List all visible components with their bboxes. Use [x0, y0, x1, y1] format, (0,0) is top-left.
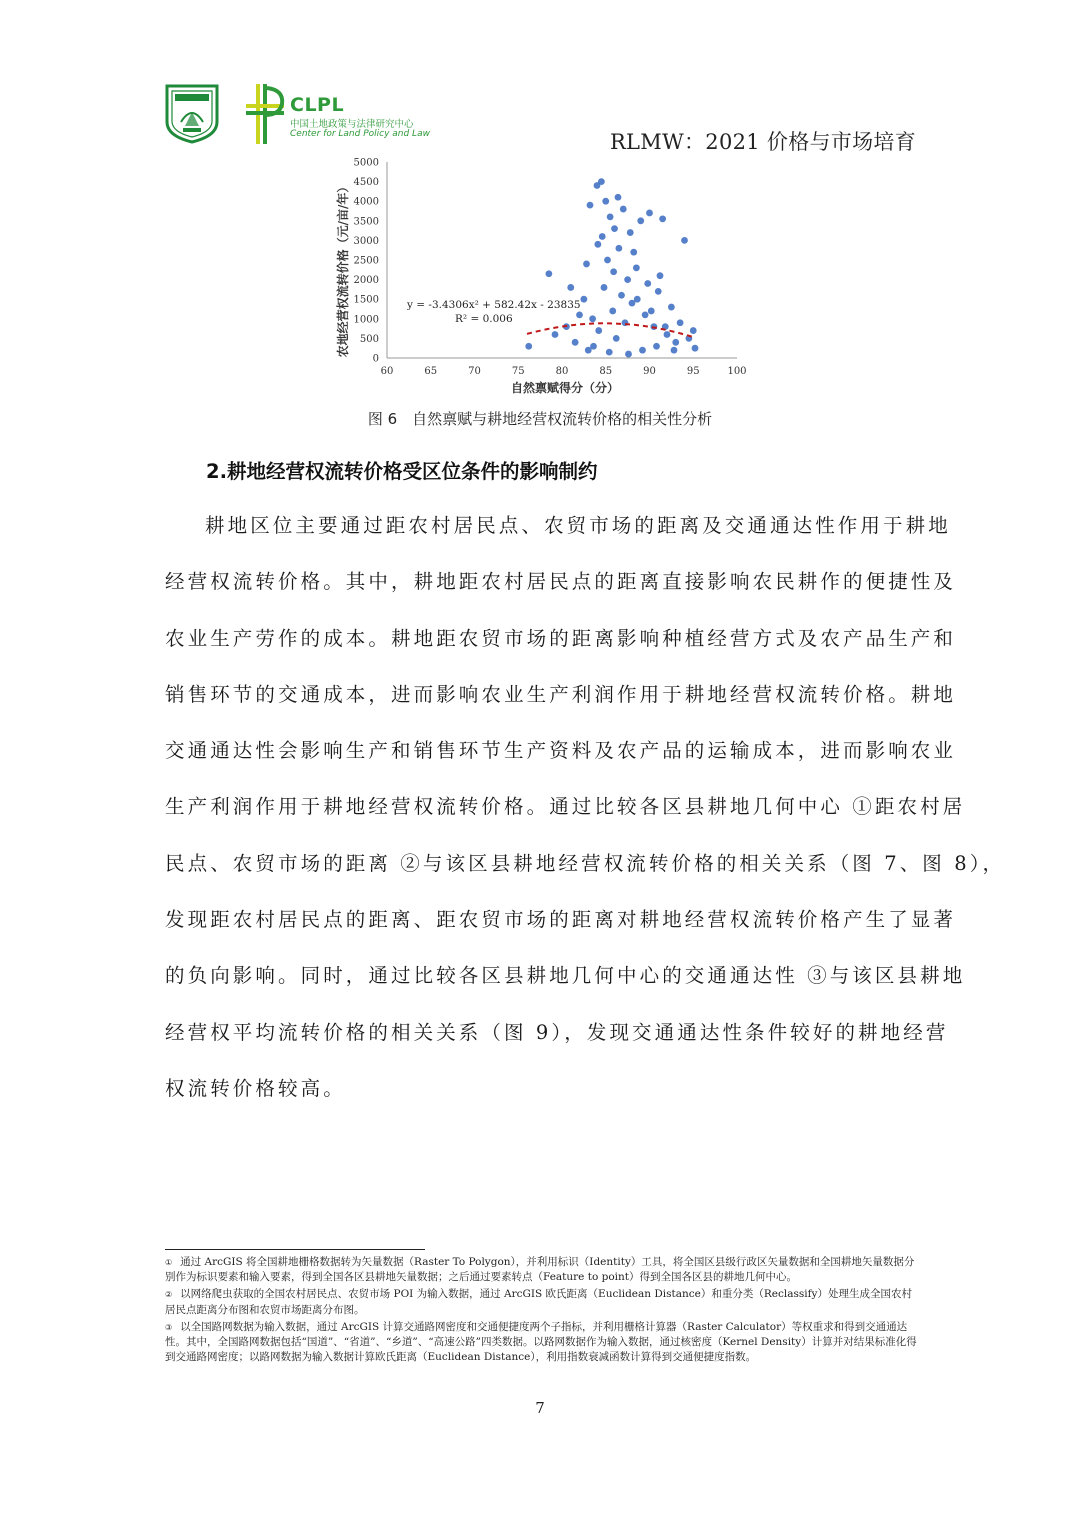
scatter-point — [611, 225, 618, 232]
scatter-point — [618, 292, 625, 299]
scatter-point — [646, 210, 653, 217]
scatter-point — [604, 257, 611, 264]
x-tick-label: 100 — [727, 366, 747, 377]
x-tick-label: 95 — [686, 366, 700, 377]
scatter-point — [589, 315, 596, 322]
footnotes — [165, 1255, 917, 1367]
scatter-point — [610, 268, 617, 275]
scatter-point — [567, 284, 574, 291]
scatter-point — [671, 347, 678, 354]
scatter-point — [572, 339, 579, 346]
y-tick-label: 3500 — [353, 216, 379, 228]
y-axis-ticks — [354, 158, 379, 365]
scatter-point — [624, 276, 631, 283]
y-tick-label: 5000 — [353, 157, 379, 169]
scatter-point — [595, 327, 602, 334]
scatter-point — [615, 245, 622, 252]
clpl-title: CLPL — [290, 94, 345, 116]
footnote-text: 通过 ArcGIS 将全国耕地栅格数据转为矢量数据（Raster To Polygon），并利用标识（Identity）工具，将全国区县级行政区矢量数据和全国耕地矢量数据分别作为标识要素和输入要素，得到全国各区县耕地矢量数据；之后通过要素转点（Feature to point）得到全国各区县的耕地几何中心。 — [165, 1256, 915, 1284]
y-tick-label: 0 — [372, 353, 379, 365]
scatter-point — [594, 241, 601, 248]
scatter-point — [598, 178, 605, 185]
body-paragraph — [165, 498, 1006, 1117]
x-tick-label: 90 — [643, 366, 656, 377]
y-axis-label: 农地经营权流转价格（元/亩/年） — [336, 180, 350, 358]
scatter-point — [583, 261, 590, 268]
footnote-mark: ③ — [165, 1322, 173, 1332]
body-line: 耕地区位主要通过距农村居民点、农贸市场的距离及交通通达性作用于耕地 — [205, 514, 951, 537]
clpl-chinese-name: 中国土地政策与法律研究中心 — [290, 119, 414, 130]
university-seal-logo — [163, 82, 221, 144]
body-line: 农业生产劳作的成本。耕地距农贸市场的距离影响种植经营方式及农产品生产和 — [165, 626, 957, 650]
scatter-point — [587, 202, 594, 209]
scatter-point — [602, 198, 609, 205]
section-heading: 2.耕地经营权流转价格受区位条件的影响制约 — [206, 460, 598, 483]
scatter-point — [644, 280, 651, 287]
x-axis-ticks — [381, 366, 747, 377]
scatter-point — [630, 249, 637, 256]
scatter-point — [639, 347, 646, 354]
x-axis-label: 自然禀赋得分（分） — [510, 381, 620, 395]
scatter-point — [634, 296, 641, 303]
x-tick-label: 65 — [424, 366, 438, 377]
scatter-point — [606, 349, 613, 356]
body-line: 发现距农村居民点的距离、距农贸市场的距离对耕地经营权流转价格产生了显著 — [165, 908, 957, 932]
footnote-2 — [165, 1287, 917, 1317]
scatter-point — [625, 351, 632, 358]
body-line: 生产利润作用于耕地经营权流转价格。通过比较各区县耕地几何中心 ①距农村居 — [165, 795, 966, 819]
body-line: 交通通达性会影响生产和销售环节生产资料及农产品的运输成本，进而影响农业 — [165, 739, 957, 763]
x-tick-label: 60 — [380, 366, 394, 377]
y-tick-label: 500 — [359, 333, 379, 345]
scatter-point — [525, 343, 532, 350]
scatter-point — [677, 319, 684, 326]
scatter-point — [580, 296, 587, 303]
scatter-point — [627, 229, 634, 236]
scatter-point — [692, 345, 699, 352]
x-tick-label: 75 — [511, 366, 525, 377]
scatter-point — [552, 331, 559, 338]
footnote-text: 以全国路网数据为输入数据，通过 ArcGIS 计算交通路网密度和交通便捷度两个子指标，并利用栅格计算器（Raster Calculator）等权重求和得到交通通达性。其中，全国路网数据包括“国道”、“省道”、“乡道”、“高速公路”四类数据。以路网数据作为输入数据，通过核密度（Kernel Density）计算并对结果标准化得到交通路网密度；以路网数据为输入数据计算欧氏距离（Euclidean Distance），利用指数衰减函数计算得到交通便捷度指数。 — [165, 1320, 917, 1364]
scatter-point — [615, 194, 622, 201]
x-tick-label: 70 — [468, 366, 481, 377]
y-tick-label: 1500 — [353, 294, 379, 306]
trend-equation: y = -3.4306x² + 582.42x - 23835 — [407, 299, 581, 311]
scatter-point — [590, 343, 597, 350]
scatter-point — [672, 339, 679, 346]
scatter-point — [648, 308, 655, 315]
figure-caption: 图 6 自然禀赋与耕地经营权流转价格的相关性分析 — [367, 410, 713, 428]
footnote-1 — [165, 1255, 917, 1285]
scatter-point — [664, 331, 671, 338]
y-tick-label: 3000 — [353, 235, 379, 247]
body-line: 经营权流转价格。其中，耕地距农村居民点的距离直接影响农民耕作的便捷性及 — [165, 570, 957, 594]
footnote-text: 以网络爬虫获取的全国农村居民点、农贸市场 POI 为输入数据，通过 ArcGIS 欧氏距离（Euclidean Distance）和重分类（Reclassify）处理生成全国农村居民点距离分布图和农贸市场距离分布图。 — [165, 1288, 912, 1316]
clpl-english-name: Center for Land Policy and Law — [290, 129, 430, 139]
clpl-mark-icon — [246, 84, 286, 144]
body-line: 的负向影响。同时，通过比较各区县耕地几何中心的交通通达性 ③与该区县耕地 — [165, 964, 966, 988]
scatter-point — [690, 327, 697, 334]
scatter-point — [599, 233, 606, 240]
clpl-logo — [246, 84, 430, 144]
y-tick-label: 4000 — [353, 196, 379, 208]
body-line: 经营权平均流转价格的相关关系（图 9），发现交通通达性条件较好的耕地经营 — [165, 1020, 949, 1044]
body-line: 权流转价格较高。 — [165, 1076, 346, 1100]
scatter-point — [620, 206, 627, 213]
running-title: RLMW：2021 价格与市场培育 — [609, 130, 916, 154]
scatter-point — [653, 343, 660, 350]
scatter-point — [668, 304, 675, 311]
footnote-mark: ② — [165, 1290, 173, 1300]
scatter-point — [633, 264, 640, 271]
scatter-point — [601, 284, 608, 291]
page-number: 7 — [535, 1399, 545, 1417]
scatter-point — [609, 308, 616, 315]
body-line: 民点、农贸市场的距离 ②与该区县耕地经营权流转价格的相关关系（图 7、图 8）， — [165, 851, 1006, 875]
footnote-3 — [165, 1320, 917, 1366]
x-tick-label: 85 — [599, 366, 613, 377]
scatter-point — [659, 215, 666, 222]
trend-r-squared: R² = 0.006 — [455, 313, 513, 325]
scatter-point — [681, 237, 688, 244]
scatter-point — [576, 311, 583, 318]
scatter-point — [637, 217, 644, 224]
scatter-point — [655, 288, 662, 295]
scatter-point — [657, 272, 664, 279]
body-line: 销售环节的交通成本，进而影响农业生产利润作用于耕地经营权流转价格。耕地 — [165, 682, 957, 706]
scatter-point — [642, 311, 649, 318]
y-tick-label: 2500 — [353, 255, 379, 267]
footnote-rule — [165, 1249, 425, 1250]
y-tick-label: 4500 — [353, 177, 379, 189]
scatter-point — [613, 335, 620, 342]
scatter-point — [545, 270, 552, 277]
scatter-point — [607, 213, 614, 220]
x-tick-label: 80 — [555, 366, 569, 377]
y-tick-label: 1000 — [353, 314, 379, 326]
scatter-chart — [315, 152, 765, 407]
page-header — [0, 0, 1080, 160]
y-tick-label: 2000 — [353, 275, 379, 287]
footnote-mark: ① — [165, 1258, 173, 1267]
